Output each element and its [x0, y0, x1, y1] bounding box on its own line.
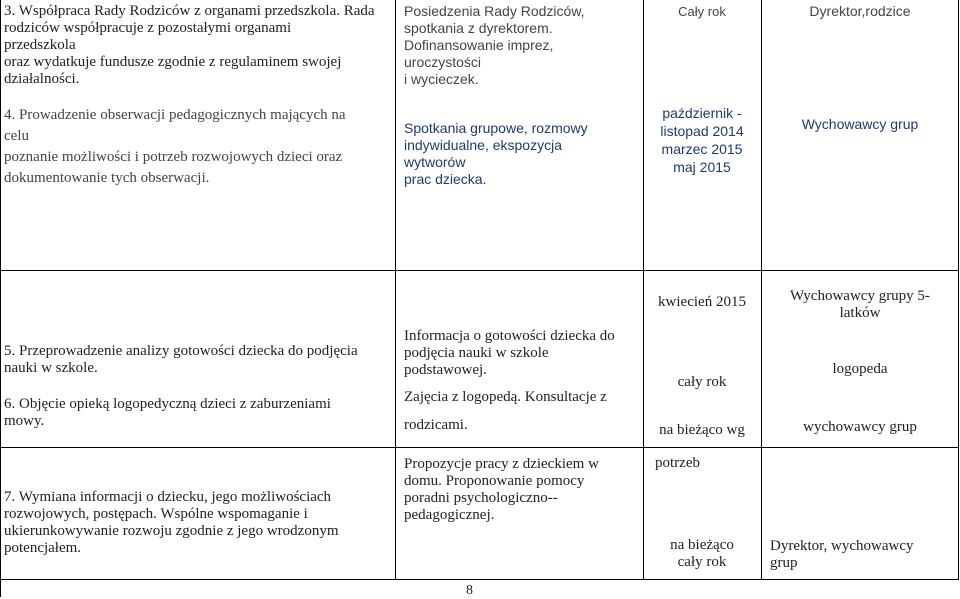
responsible-block-5: wychowawcy grup [803, 419, 917, 435]
form-block-2: Spotkania grupowe, rozmowy indywidualne, ekspozycja wytworów prac dziecka. [404, 120, 588, 187]
row3-responsible-cell [770, 538, 958, 572]
activity-item-4: 4. Prowadzenie obserwacji pedagogicznych mających na celu poznanie możliwości i potrzeb rozwojowych dzieci oraz dokumentowanie tych obserwacji. [4, 107, 346, 186]
form-block-4: Zajęcia z logopedą. Konsultacje z rodzicami. [404, 389, 607, 433]
table-column-divider-1 [395, 0, 396, 580]
table-border-right [958, 0, 959, 580]
deadline-block-1: Cały rok [678, 4, 726, 19]
row2-deadline-cell [644, 294, 760, 439]
responsible-block-1: Dyrektor,rodzice [809, 3, 911, 19]
table-border-left [0, 0, 1, 597]
deadline-block-3: kwiecień 2015 [658, 294, 746, 310]
row3-deadline-cell [644, 455, 760, 571]
row3-form-cell [404, 456, 640, 524]
form-block-3: Informacja o gotowości dziecka do podjęcia nauki w szkole podstawowej. [404, 328, 615, 378]
row2-activity-cell [4, 343, 392, 430]
page-number: 8 [466, 583, 473, 598]
deadline-block-6: potrzeb [655, 455, 700, 471]
activity-item-5: 5. Przeprowadzenie analizy gotowości dziecka do podjęcia nauki w szkole. [4, 343, 358, 376]
row1-activity-cell [4, 3, 392, 189]
form-block-5: Propozycje pracy z dzieckiem w domu. Proponowanie pomocy poradni psychologiczno-- pedagogicznej. [404, 456, 599, 523]
row2-form-cell [404, 328, 640, 432]
table-row-divider-2 [0, 447, 959, 448]
row2-responsible-cell [762, 288, 958, 436]
row1-deadline-cell [644, 3, 760, 176]
activity-item-7: 7. Wymiana informacji o dziecku, jego możliwościach rozwojowych, postępach. Wspólne wspomaganie i ukierunkowywanie rozwoju zgodnie z jego wrodzonym potencjałem. [4, 489, 339, 556]
row3-activity-cell [4, 489, 392, 557]
row1-form-cell [404, 3, 640, 188]
responsible-block-6: Dyrektor, wychowawcy grup [770, 538, 914, 571]
deadline-block-2: październik - listopad 2014 marzec 2015 maj 2015 [660, 105, 744, 175]
row1-responsible-cell [762, 3, 958, 133]
activity-item-6: 6. Objęcie opieką logopedyczną dzieci z zaburzeniami mowy. [4, 396, 331, 429]
deadline-block-7: na bieżąco cały rok [670, 537, 734, 570]
form-block-1: Posiedzenia Rady Rodziców, spotkania z dyrektorem. Dofinansowanie imprez, uroczystości i wycieczek. [404, 3, 585, 87]
responsible-block-3: Wychowawcy grupy 5- latków [790, 288, 930, 321]
deadline-block-4: cały rok [677, 374, 727, 390]
table-row-divider-1 [0, 270, 959, 271]
deadline-block-5: na bieżąco wg [659, 422, 745, 438]
responsible-block-2: Wychowawcy grup [801, 116, 919, 132]
table-border-bottom [0, 579, 959, 580]
activity-item-3: 3. Współpraca Rady Rodziców z organami przedszkola. Rada rodziców współpracuje z pozostałymi organami przedszkola oraz wydatkuje fundusze zgodnie z regulaminem swojej działalności. [4, 3, 375, 87]
responsible-block-4: logopeda [832, 361, 888, 377]
